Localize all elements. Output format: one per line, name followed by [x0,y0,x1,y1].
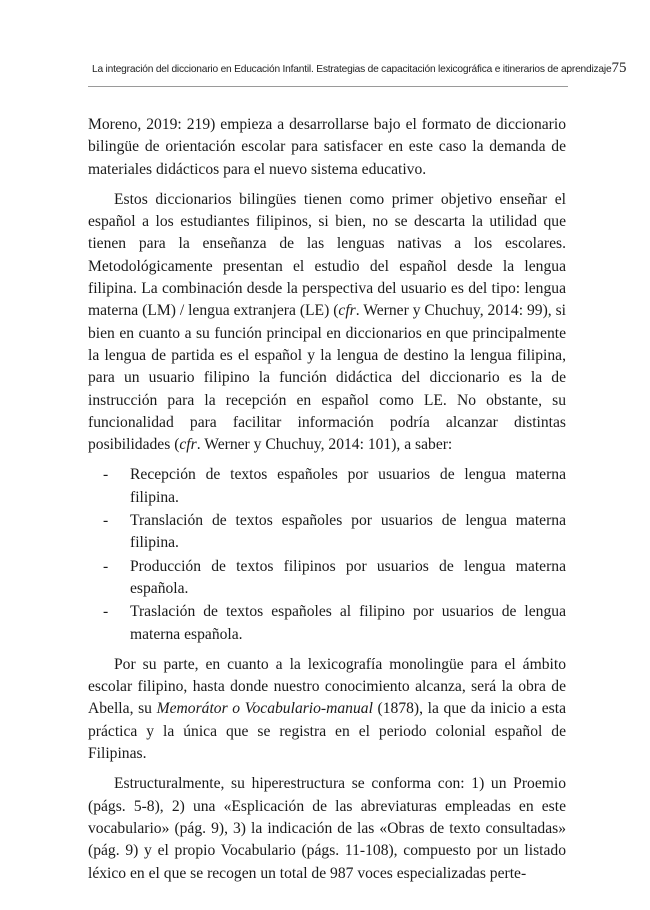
paragraph-4: Estructuralmente, su hiperestructura se conforma con: 1) un Proemio (págs. 5-8), 2) una «Esplicación de las abreviaturas empleadas en este vocabulario» (pág. 9), 3) la indicación de las «Obras de texto consultadas» (pág. 9) y el propio Vocabulario (págs. 11-108), compuesto por un listado léxico en el que se recogen un total de 987 voces especializadas perte- [88,775,566,882]
cfr-abbreviation: cfr [179,436,197,454]
list-bullet: - [103,603,109,621]
list-bullet: - [103,466,109,484]
paragraph-3 [88,654,566,765]
running-header [92,60,627,80]
paragraph-2-text-b: . Werner y Chuchuy, 2014: 99), si bien en cuanto a su función principal en diccionarios en que principalmente la lengua de partida es el español y la lengua de destino la lengua filipina, para un usuario filipino la función didáctica del diccionario es la de instrucción para la recepción en español como LE. No obstante, su funcionalidad para facilitar información podría alcanzar distintas posibilidades ( [88,302,566,454]
list-item-text: Traslación de textos españoles al filipino por usuarios de lengua materna española. [130,603,566,643]
list-item [88,510,566,555]
list-item [88,556,566,601]
paragraph-3-text-a: Por su parte, en cuanto a la lexicografía monolingüe para el ámbito escolar filipino, hasta donde nuestro conocimiento alcanza, será la obra de Abella, su [88,655,566,718]
paragraph-2-text-c: . Werner y Chuchuy, 2014: 101), a saber: [196,436,453,454]
list-item [88,464,566,509]
paragraph-2 [88,189,566,457]
book-title: Memorátor o Vocabulario-manual [156,700,373,718]
list-item-text: Translación de textos españoles por usuarios de lengua materna filipina. [130,512,566,552]
paragraph-2-text-a: Estos diccionarios bilingües tienen como primer objetivo enseñar el español a los estudiantes filipinos, si bien, no se descarta la utilidad que tienen para la enseñanza de las lenguas nativas a los escolares. Metodológicamente presentan el estudio del español desde la lengua filipina. La combinación desde la perspectiva del usuario es del tipo: lengua materna (LM) / lengua extranjera (LE) ( [88,190,566,320]
page-number: 75 [611,60,627,76]
paragraph-1: Moreno, 2019: 219) empieza a desarrollarse bajo el formato de diccionario bilingüe de orientación escolar para satisfacer en este caso la demanda de materiales didácticos para el nuevo sistema educativo. [88,116,566,178]
running-title: La integración del diccionario en Educación Infantil. Estrategias de capacitación lexicográfica e itinerarios de aprendizaje [92,64,612,75]
function-list [88,464,566,645]
list-item-text: Recepción de textos españoles por usuarios de lengua materna filipina. [130,466,566,506]
list-bullet: - [103,512,109,530]
body-text [88,114,566,893]
paragraph-3-text-b: (1878), la que da inicio a esta práctica y la única que se registra en el periodo colonial español de Filipinas. [88,700,566,763]
list-item-text: Producción de textos filipinos por usuarios de lengua materna española. [130,557,566,597]
header-rule [88,86,568,87]
list-item [88,601,566,646]
list-bullet: - [103,557,109,575]
cfr-abbreviation: cfr [338,302,356,320]
